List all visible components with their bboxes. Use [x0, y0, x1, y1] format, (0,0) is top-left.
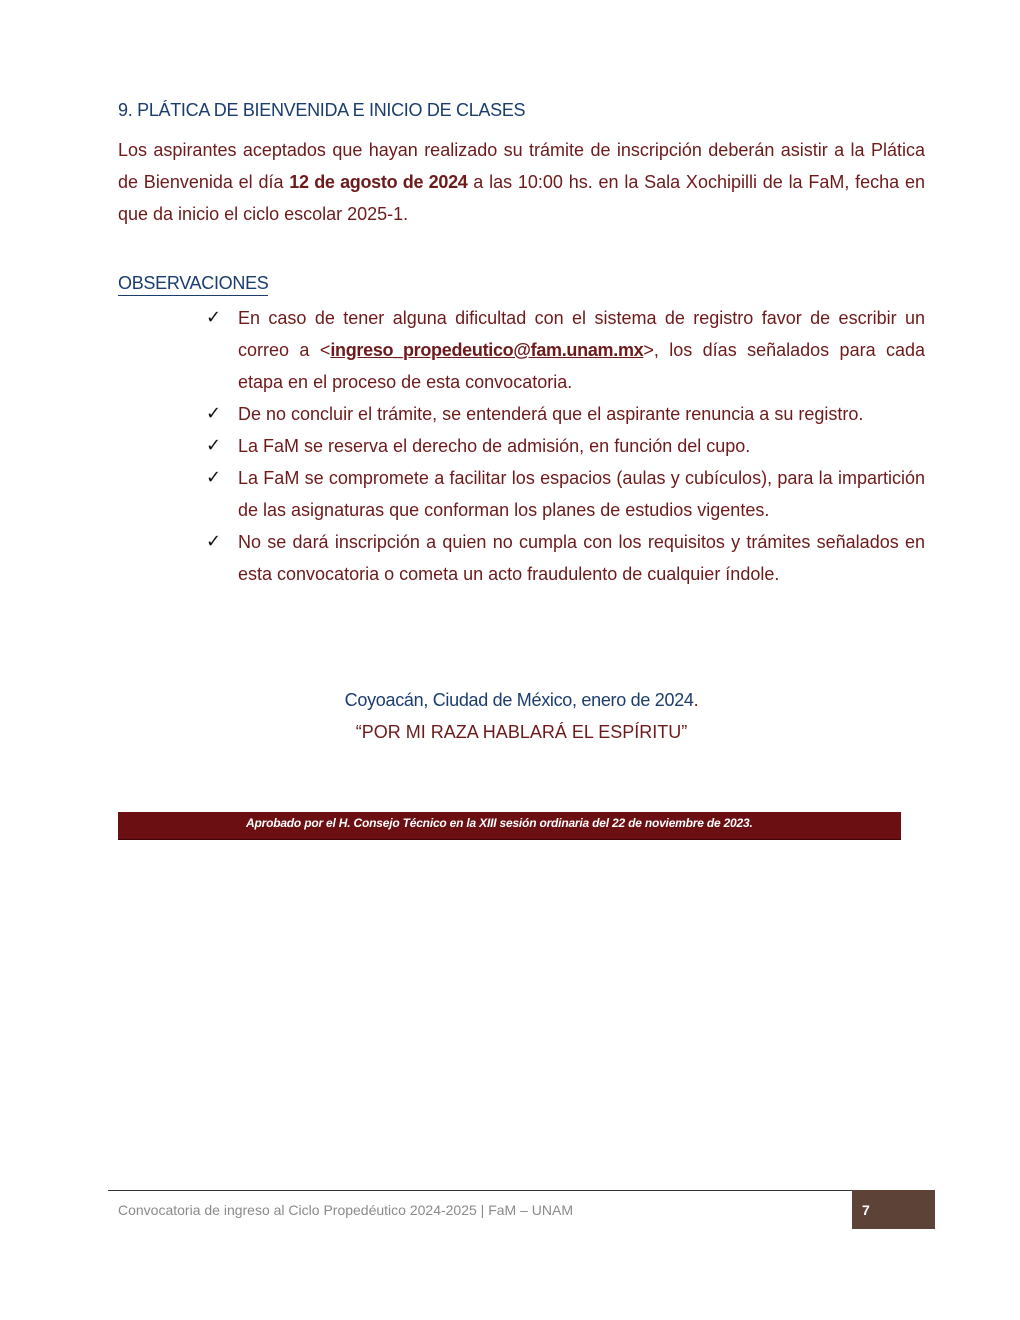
page-number: 7: [862, 1202, 870, 1218]
observation-item: [206, 526, 925, 590]
email-link[interactable]: ingreso_propedeutico@fam.unam.mx: [330, 340, 644, 360]
closing-motto: “POR MI RAZA HABLARÁ EL ESPÍRITU”: [355, 722, 688, 742]
observation-item: [206, 430, 925, 462]
place-date-text: Coyoacán, Ciudad de México, enero de 2024: [344, 690, 694, 710]
place-date-period: .: [693, 690, 699, 710]
section-title: 9. PLÁTICA DE BIENVENIDA E INICIO DE CLASES: [118, 100, 526, 120]
observation-text: La FaM se reserva el derecho de admisión, en función del cupo.: [238, 436, 751, 456]
checkmark-icon: ✓: [206, 531, 222, 552]
observations-list: [206, 302, 925, 590]
checkmark-icon: ✓: [206, 403, 222, 424]
observation-text: La FaM se compromete a facilitar los espacios (aulas y cubículos), para la impartición de las asignaturas que conforman los planes de estudios vigentes.: [238, 468, 925, 520]
closing-place-date: [118, 690, 925, 711]
welcome-text-pre: Los aspirantes aceptados que hayan realizado su trámite de inscripción deberán asistir a la Plática de Bienvenida el día: [118, 140, 925, 192]
footer-divider: [108, 1190, 853, 1191]
page-number-box: [852, 1190, 935, 1229]
checkmark-icon: ✓: [206, 467, 222, 488]
observation-text: No se dará inscripción a quien no cumpla con los requisitos y trámites señalados en esta convocatoria o cometa un acto fraudulento de cualquier índole.: [238, 532, 925, 584]
observation-text-pre: En caso de tener alguna dificultad con el sistema de registro favor de escribir un correo a <: [238, 308, 925, 360]
welcome-date: 12 de agosto de 2024: [289, 172, 468, 192]
welcome-text-post: a las 10:00 hs. en la Sala Xochipilli de la FaM, fecha en que da inicio el ciclo escolar 2025-1.: [118, 172, 925, 224]
approval-bar: [118, 812, 901, 840]
checkmark-icon: ✓: [206, 435, 222, 456]
footer-text: Convocatoria de ingreso al Ciclo Propedéutico 2024-2025 | FaM – UNAM: [118, 1202, 573, 1218]
observation-item: [206, 302, 925, 398]
observations-title: OBSERVACIONES: [118, 273, 268, 296]
welcome-paragraph: [118, 134, 925, 230]
observation-text: De no concluir el trámite, se entenderá que el aspirante renuncia a su registro.: [238, 404, 864, 424]
observation-text-post: >, los días señalados para cada etapa en el proceso de esta convocatoria.: [238, 340, 926, 392]
observation-item: [206, 462, 925, 526]
approval-text: Aprobado por el H. Consejo Técnico en la XIII sesión ordinaria del 22 de noviembre de 2023.: [246, 816, 753, 830]
checkmark-icon: ✓: [206, 307, 222, 328]
observation-item: [206, 398, 925, 430]
